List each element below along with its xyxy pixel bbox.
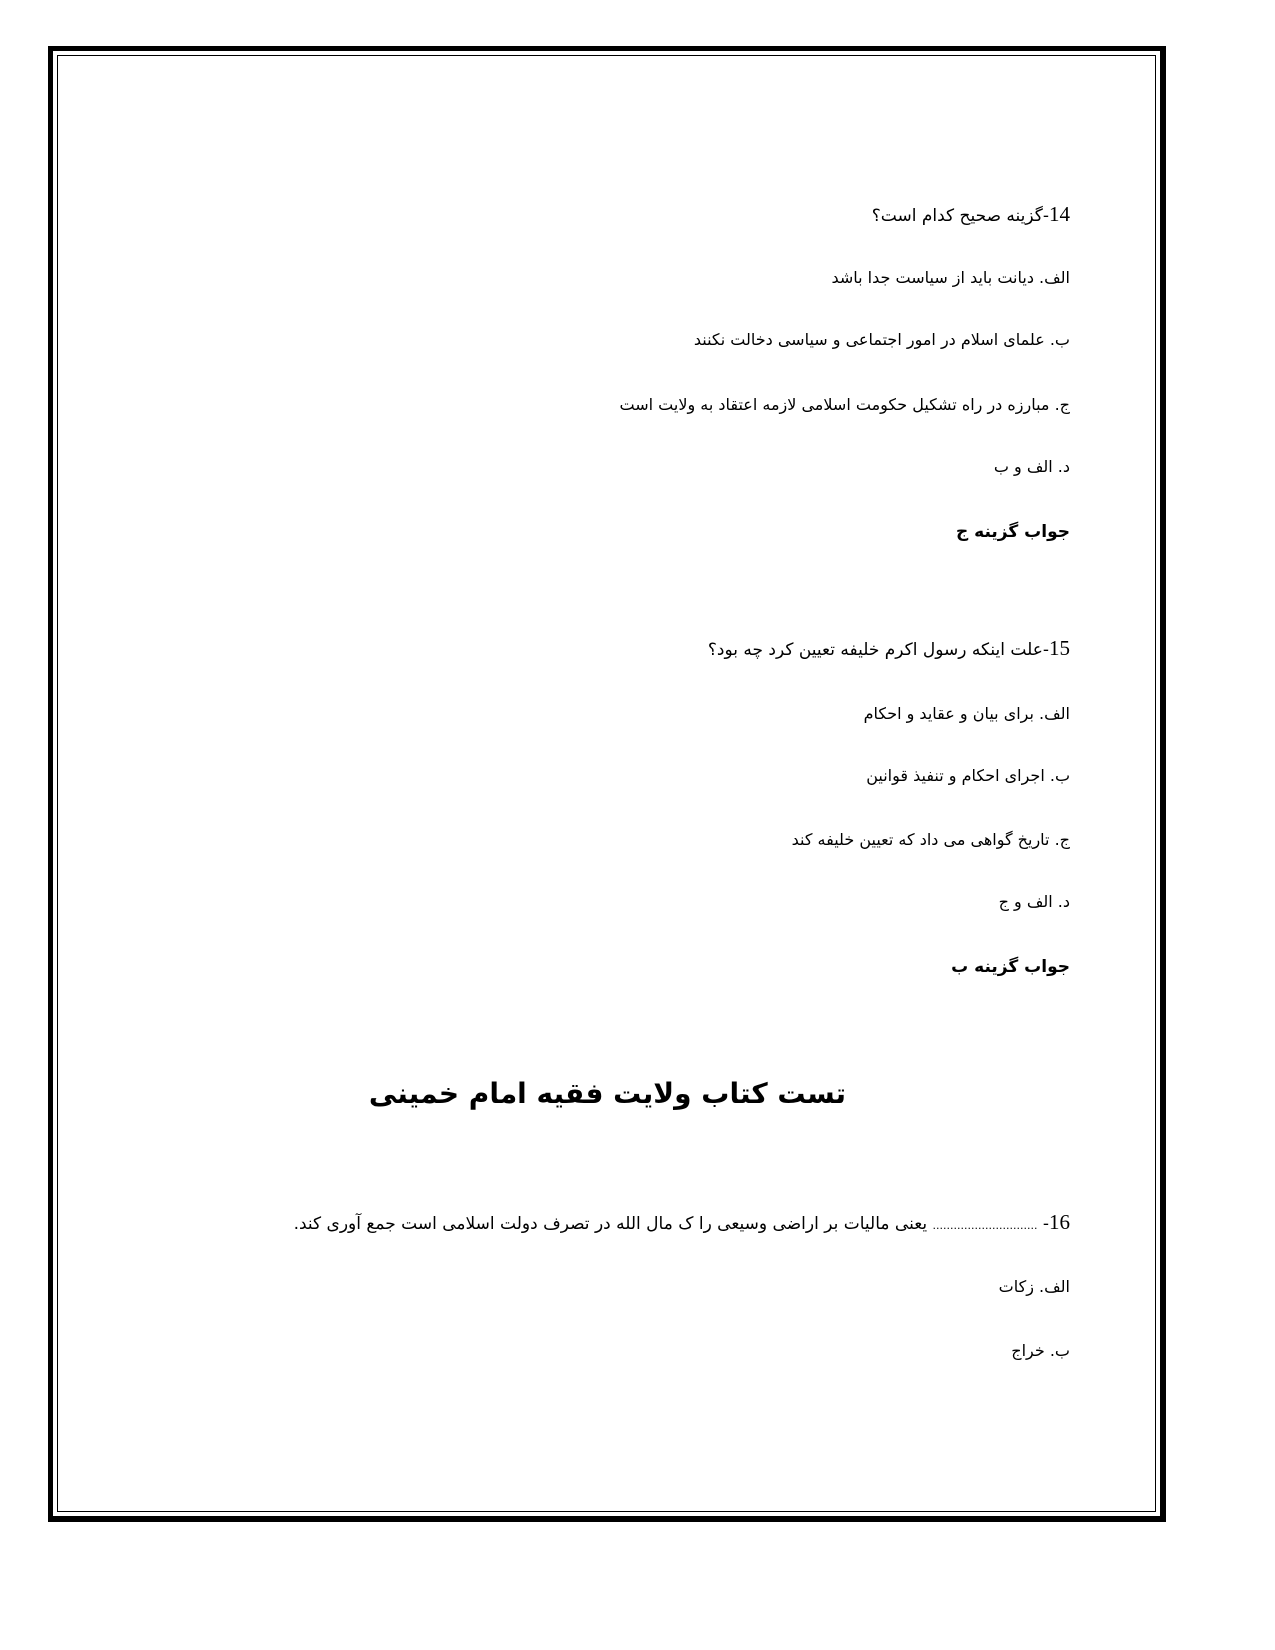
- question-prompt: -گزینه صحیح کدام است؟: [871, 206, 1049, 226]
- question-14-option-c: ج. مبارزه در راه تشکیل حکومت اسلامی لازمه اعتقاد به ولایت است: [619, 395, 1070, 414]
- question-number: 15: [1049, 636, 1070, 660]
- question-15-answer: جواب گزینه ب: [951, 957, 1070, 977]
- question-15-option-a: الف. برای بیان و عقاید و احکام: [863, 704, 1070, 723]
- question-prompt: -علت اینکه رسول اکرم خلیفه تعیین کرد چه بود؟: [707, 640, 1049, 660]
- question-14-option-b: ب. علمای اسلام در امور اجتماعی و سیاسی دخالت نکنند: [693, 330, 1070, 349]
- question-14-option-a: الف. دیانت باید از سیاست جدا باشد: [831, 268, 1070, 287]
- question-16: [294, 1210, 1070, 1238]
- question-prompt: یعنی مالیات بر اراضی وسیعی را ک مال الله در تصرف دولت اسلامی است جمع آوری کند.: [293, 1214, 933, 1234]
- question-15-option-d: د. الف و ج: [998, 892, 1070, 911]
- fill-in-blank: ..............................: [932, 1219, 1038, 1232]
- question-14-option-d: د. الف و ب: [993, 457, 1070, 476]
- question-14: [872, 202, 1070, 228]
- question-15-option-c: ج. تاریخ گواهی می داد که تعیین خلیفه کند: [791, 830, 1070, 849]
- question-number: 14: [1049, 202, 1070, 226]
- question-16-option-a: الف. زکات: [998, 1277, 1070, 1296]
- question-15-option-b: ب. اجرای احکام و تنفیذ قوانین: [866, 766, 1070, 785]
- question-dash: -: [1037, 1214, 1049, 1234]
- section-title: تست کتاب ولایت فقیه امام خمینی: [368, 1077, 847, 1110]
- question-15: [708, 636, 1070, 662]
- question-14-answer: جواب گزینه ج: [955, 522, 1070, 542]
- question-number: 16: [1049, 1210, 1070, 1234]
- question-16-option-b: ب. خراج: [1011, 1341, 1070, 1360]
